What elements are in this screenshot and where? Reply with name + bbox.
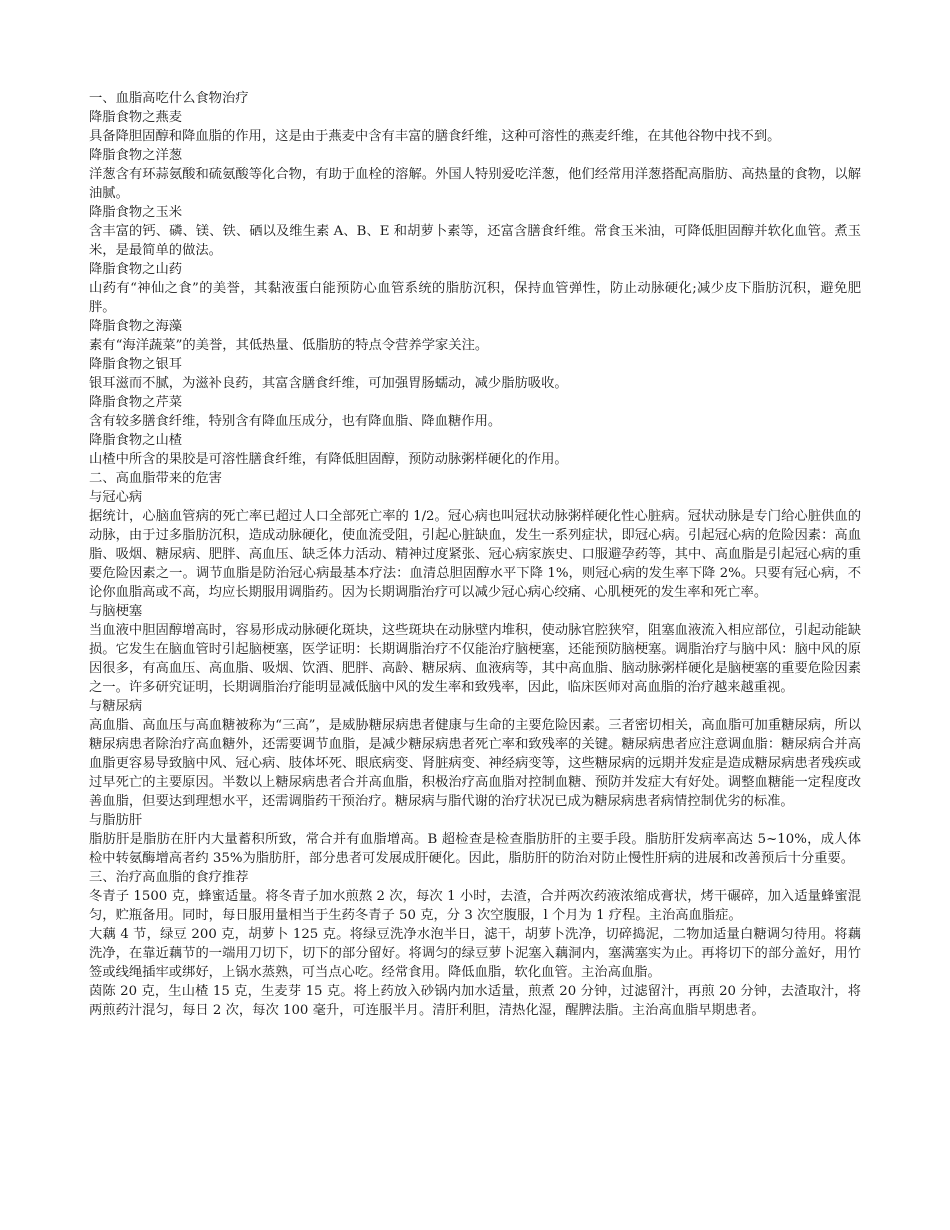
subheading-seaweed: 降脂食物之海藻 <box>89 319 183 334</box>
paragraph-hawthorn: 山楂中所含的果胶是可溶性膳食纤维，有降低胆固醇，预防动脉粥样硬化的作用。 <box>89 452 568 467</box>
subheading-onion: 降脂食物之洋葱 <box>89 148 183 163</box>
paragraph-fatty-liver: 脂肪肝是脂肪在肝内大量蓄积所致，常合并有血脂增高。B 超检查是检查脂肪肝的主要手段。脂肪肝发病率高达 5~10%，成人体检中转氨酶增高者约 35%为脂肪肝，部分患者可发展成肝硬化。因此，脂肪肝的防治对防止慢性肝病的进展和改善预后十分重要。 <box>89 832 861 866</box>
paragraph-celery: 含有较多膳食纤维，特别含有降血压成分，也有降血脂、降血糖作用。 <box>89 414 502 429</box>
paragraph-corn: 含丰富的钙、磷、镁、铁、硒以及维生素 A、B、E 和胡萝卜素等，还富含膳食纤维。常食玉米油，可降低胆固醇并软化血管。煮玉米，是最简单的做法。 <box>89 224 861 258</box>
paragraph-seaweed: 素有“海洋蔬菜”的美誉，其低热量、低脂肪的特点令营养学家关注。 <box>89 338 489 353</box>
paragraph-recipe-1: 冬青子 1500 克，蜂蜜适量。将冬青子加水煎熬 2 次，每次 1 小时，去渣，合并两次药液浓缩成膏状，烤干碾碎，加入适量蜂蜜混匀，贮瓶备用。同时，每日服用量相当于生药冬青子 50 克，分 3 次空腹服，l 个月为 1 疗程。主治高血脂症。 <box>89 889 861 923</box>
paragraph-cerebral-infarction: 当血液中胆固醇增高时，容易形成动脉硬化斑块，这些斑块在动脉壁内堆积，使动脉官腔狭窄，阻塞血液流入相应部位，引起动能缺损。它发生在脑血管时引起脑梗塞，医学证明：长期调脂治疗不仅能治疗脑梗塞，还能预防脑梗塞。调脂治疗与脑中风：脑中风的原因很多，有高血压、高血脂、吸烟、饮酒、肥胖、高龄、糖尿病、血液病等，其中高血脂、脑动脉粥样硬化是脑梗塞的重要危险因素之一。许多研究证明，长期调脂治疗能明显减低脑中风的发生率和致残率，因此，临床医师对高血脂的治疗越来越重视。 <box>89 623 861 695</box>
paragraph-recipe-3: 茵陈 20 克，生山楂 15 克，生麦芽 15 克。将上药放入砂锅内加水适量，煎煮 20 分钟，过滤留汁，再煎 20 分钟，去渣取汁，将两煎药汁混匀，每日 2 次，每次 100 毫升，可连服半月。清肝利胆，清热化湿，醒脾法脂。主治高血脂早期患者。 <box>89 984 861 1018</box>
document-body <box>89 89 861 1020</box>
subheading-fatty-liver: 与脂肪肝 <box>89 813 143 828</box>
subheading-yam: 降脂食物之山药 <box>89 262 183 277</box>
section-heading-1: 一、血脂高吃什么食物治疗 <box>89 91 249 106</box>
subheading-diabetes: 与糖尿病 <box>89 699 143 714</box>
subheading-cerebral-infarction: 与脑梗塞 <box>89 604 143 619</box>
paragraph-tremella: 银耳滋而不腻，为滋补良药，其富含膳食纤维，可加强胃肠蠕动，减少脂肪吸收。 <box>89 376 568 391</box>
paragraph-onion: 洋葱含有环蒜氨酸和硫氨酸等化合物，有助于血栓的溶解。外国人特别爱吃洋葱，他们经常用洋葱搭配高脂肪、高热量的食物，以解油腻。 <box>89 167 861 201</box>
paragraph-yam: 山药有“神仙之食”的美誉，其黏液蛋白能预防心血管系统的脂肪沉积，保持血管弹性，防止动脉硬化;减少皮下脂肪沉积，避免肥胖。 <box>89 281 861 315</box>
subheading-celery: 降脂食物之芹菜 <box>89 395 183 410</box>
paragraph-coronary: 据统计，心脑血管病的死亡率已超过人口全部死亡率的 1/2。冠心病也叫冠状动脉粥样硬化性心脏病。冠状动脉是专门给心脏供血的动脉，由于过多脂肪沉积，造成动脉硬化，使血流受阻，引起心脏缺血，发生一系列症状，即冠心病。引起冠心病的危险因素：高血脂、吸烟、糖尿病、肥胖、高血压、缺乏体力活动、精神过度紧张、冠心病家族史、口服避孕药等，其中、高血脂是引起冠心病的重要危险因素之一。调节血脂是防治冠心病最基本疗法：血清总胆固醇水平下降 1%，则冠心病的发生率下降 2%。只要有冠心病，不论你血脂高或不高，均应长期服用调脂药。因为长期调脂治疗可以减少冠心病心绞痛、心肌梗死的发生率和死亡率。 <box>89 509 861 600</box>
section-heading-3: 三、治疗高血脂的食疗推荐 <box>89 870 249 885</box>
section-heading-2: 二、高血脂带来的危害 <box>89 471 222 486</box>
paragraph-oats: 具备降胆固醇和降血脂的作用，这是由于燕麦中含有丰富的膳食纤维，这种可溶性的燕麦纤维，在其他谷物中找不到。 <box>89 129 781 144</box>
subheading-hawthorn: 降脂食物之山楂 <box>89 433 183 448</box>
subheading-oats: 降脂食物之燕麦 <box>89 110 183 125</box>
paragraph-recipe-2: 大藕 4 节，绿豆 200 克，胡萝卜 125 克。将绿豆洗净水泡半日，滤干，胡萝卜洗净，切碎捣泥，二物加适量白糖调匀待用。将藕洗净，在靠近藕节的一端用刀切下，切下的部分留好。将调匀的绿豆萝卜泥塞入藕洞内，塞满塞实为止。再将切下的部分盖好，用竹签或线绳插牢或绑好，上锅水蒸熟，可当点心吃。经常食用。降低血脂，软化血管。主治高血脂。 <box>89 927 861 980</box>
subheading-corn: 降脂食物之玉米 <box>89 205 183 220</box>
paragraph-diabetes: 高血脂、高血压与高血糖被称为“三高”，是威胁糖尿病患者健康与生命的主要危险因素。三者密切相关，高血脂可加重糖尿病，所以糖尿病患者除治疗高血糖外，还需要调节血脂，是减少糖尿病患者死亡率和致残率的关键。糖尿病患者应注意调血脂：糖尿病合并高血脂更容易导致脑中风、冠心病、肢体坏死、眼底病变、肾脏病变、神经病变等，这些糖尿病的远期并发症是造成糖尿病患者残疾或过早死亡的主要原因。半数以上糖尿病患者合并高血脂，积极治疗高血脂对控制血糖、预防并发症大有好处。调整血糖能一定程度改善血脂，但要达到理想水平，还需调脂药干预治疗。糖尿病与脂代谢的治疗状况已成为糖尿病患者病情控制优劣的标准。 <box>89 718 861 809</box>
subheading-coronary: 与冠心病 <box>89 490 143 505</box>
subheading-tremella: 降脂食物之银耳 <box>89 357 183 372</box>
